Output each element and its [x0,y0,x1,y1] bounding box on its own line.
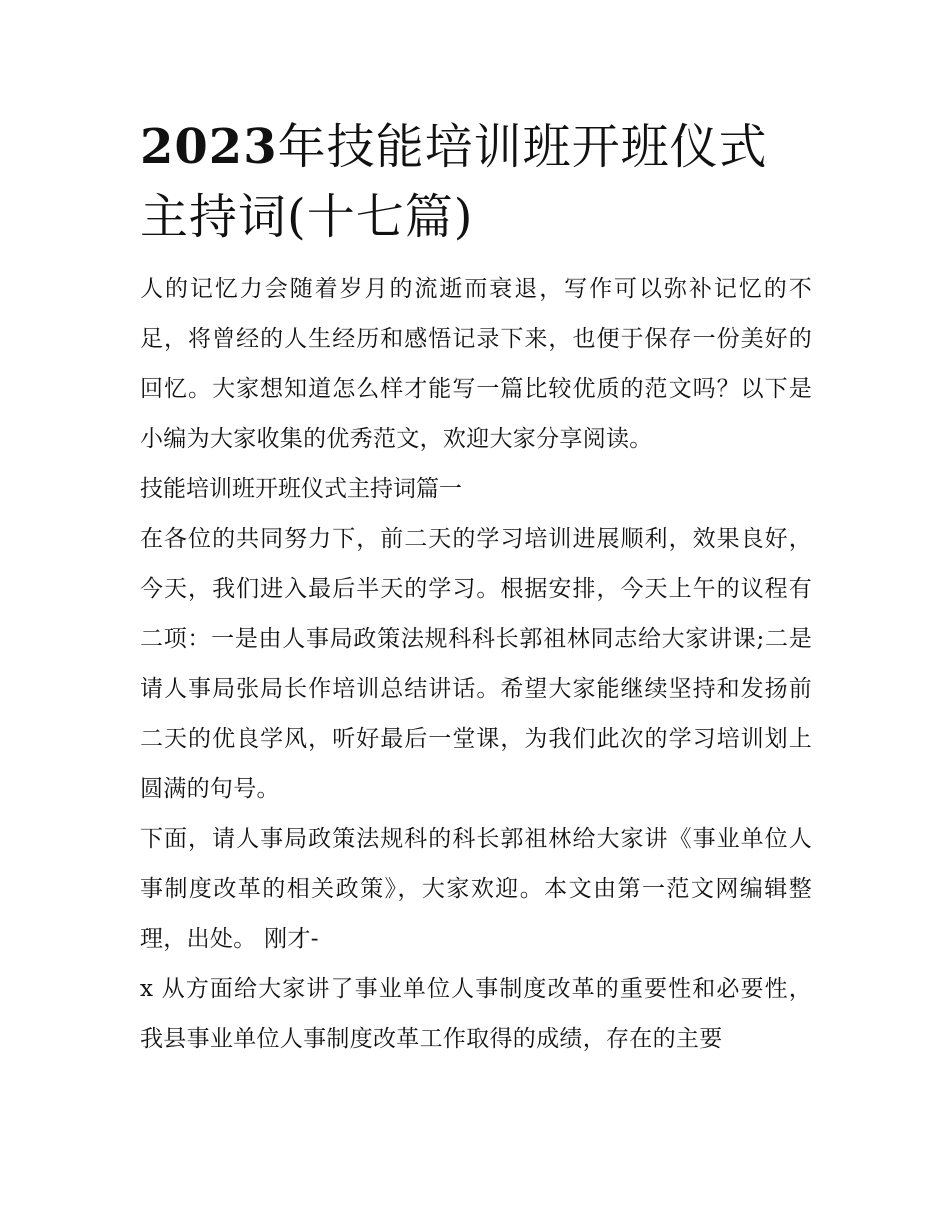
body-paragraph-1: 在各位的共同努力下，前二天的学习培训进展顺利，效果良好，今天，我们进入最后半天的学习。根据安排，今天上午的议程有二项：一是由人事局政策法规科科长郭祖林同志给大家讲课;二是请人事局张局长作培训总结讲话。希望大家能继续坚持和发扬前二天的优良学风，听好最后一堂课，为我们此次的学习培训划上圆满的句号。 [140,526,812,802]
document-title [140,112,812,252]
title-year: 2023 [140,119,278,175]
section-heading: 技能培训班开班仪式主持词篇一 [140,476,462,502]
document-page [140,112,812,1064]
body-paragraph-3: x 从方面给大家讲了事业单位人事制度改革的重要性和必要性，我县事业单位人事制度改革工作取得的成绩，存在的主要 [140,976,812,1052]
title-text: 年技能培训班开班仪式主持词(十七篇) [140,119,768,245]
intro-paragraph: 人的记忆力会随着岁月的流逝而衰退，写作可以弥补记忆的不足，将曾经的人生经历和感悟记录下来，也便于保存一份美好的回忆。大家想知道怎么样才能写一篇比较优质的范文吗？以下是小编为大家收集的优秀范文，欢迎大家分享阅读。 [140,276,812,452]
body-paragraph-2: 下面，请人事局政策法规科的科长郭祖林给大家讲《事业单位人事制度改革的相关政策》，大家欢迎。本文由第一范文网编辑整理，出处。 刚才- [140,826,812,952]
